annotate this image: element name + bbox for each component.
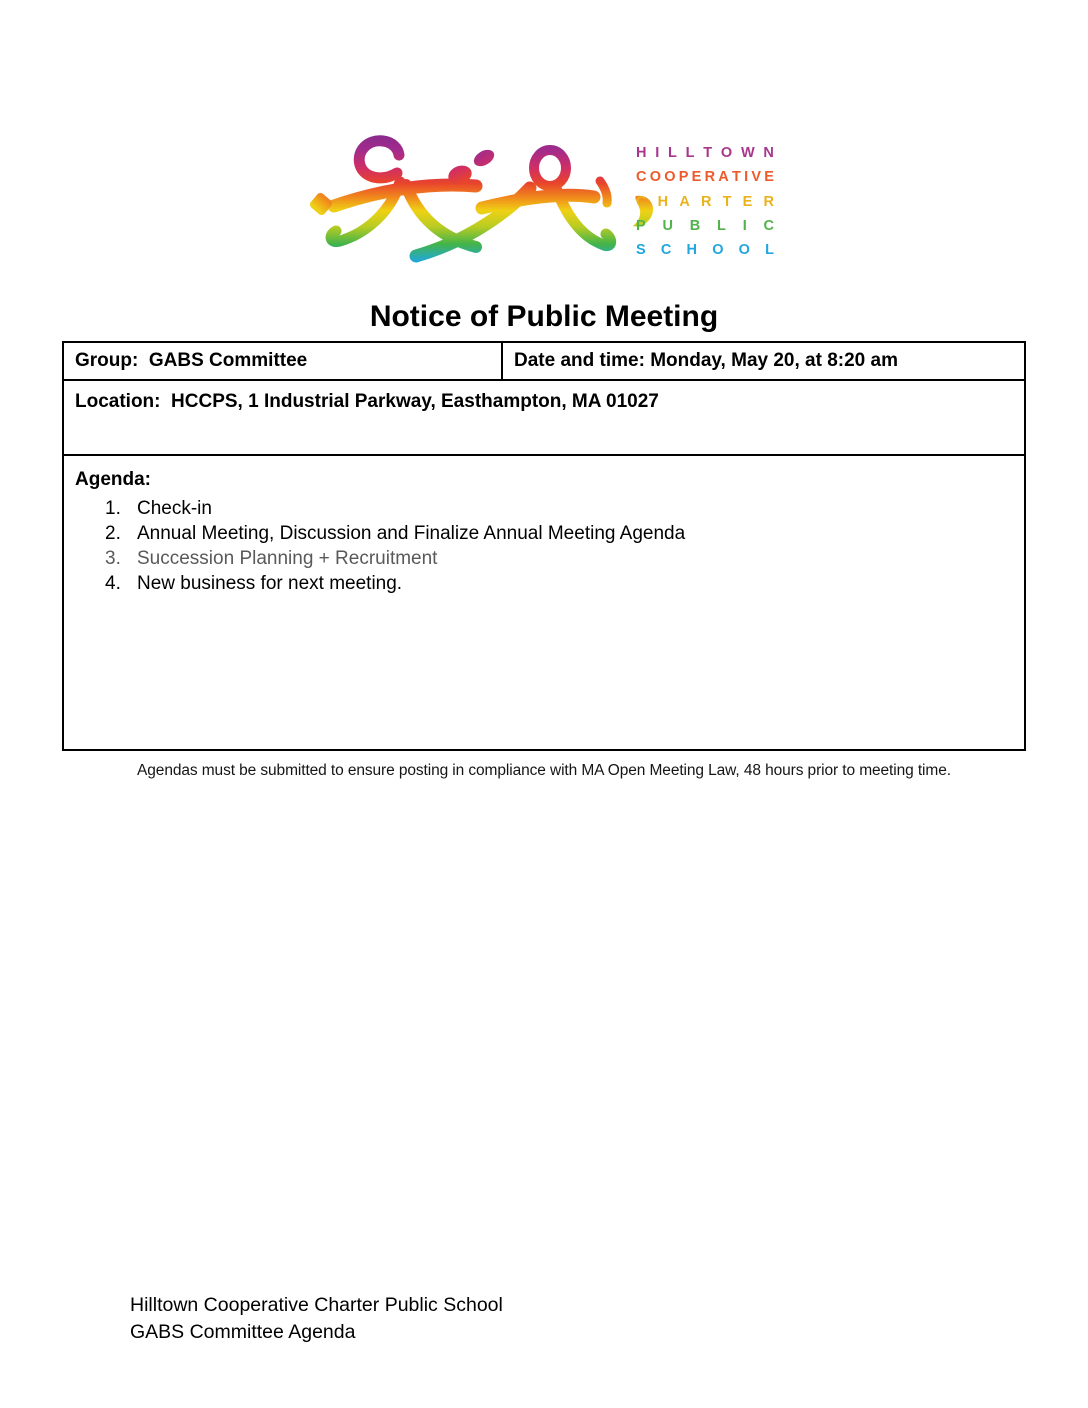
logo-line-school: S C H O O L — [636, 242, 774, 259]
agenda-item: 3. Succession Planning + Recruitment — [105, 548, 438, 569]
group-cell: Group: GABS Committee — [64, 343, 503, 379]
agenda-list — [105, 496, 1024, 596]
footer-school-name: Hilltown Cooperative Charter Public School — [130, 1294, 503, 1316]
logo-line-charter: C H A R T E R — [636, 193, 774, 210]
table-row-group-date — [64, 343, 1024, 381]
table-row-agenda — [64, 456, 1024, 749]
logo-wordmark — [636, 145, 774, 266]
agenda-item: 2. Annual Meeting, Discussion and Finalize Annual Meeting Agenda — [105, 523, 686, 544]
dancing-figures-rainbow-icon — [300, 128, 670, 273]
page-title: Notice of Public Meeting — [369, 300, 719, 333]
compliance-note: Agendas must be submitted to ensure posting in compliance with MA Open Meeting Law, 48 hours prior to meeting time. — [137, 762, 951, 779]
document-footer — [130, 1292, 503, 1346]
logo-line-public: P U B L I C — [636, 217, 774, 234]
meeting-table — [62, 341, 1026, 751]
table-row-location — [64, 381, 1024, 456]
agenda-item: 1. Check-in — [105, 498, 212, 519]
location-cell: Location: HCCPS, 1 Industrial Parkway, Easthampton, MA 01027 — [75, 391, 659, 412]
footer-doc-name: GABS Committee Agenda — [130, 1321, 356, 1343]
logo-line-cooperative: C O O P E R A T I V E — [636, 169, 774, 186]
agenda-item: 4. New business for next meeting. — [105, 573, 403, 594]
datetime-cell: Date and time: Monday, May 20, at 8:20 am — [514, 350, 898, 371]
agenda-heading: Agenda: — [75, 469, 151, 490]
logo-line-hilltown: H I L L T O W N — [636, 145, 774, 161]
